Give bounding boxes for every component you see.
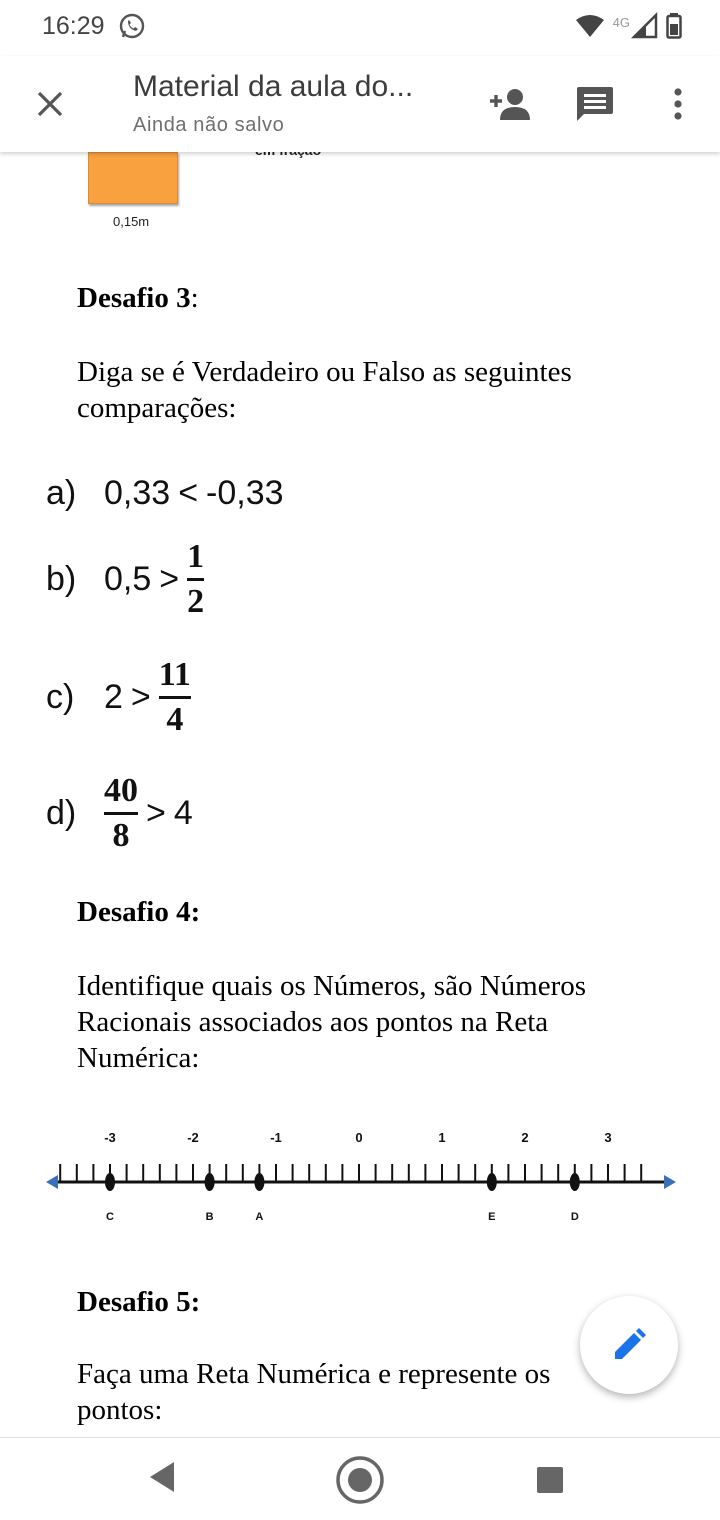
point-label: A: [255, 1211, 264, 1223]
app-bar: [0, 56, 720, 152]
tick-label: 1: [438, 1130, 446, 1145]
home-button[interactable]: [334, 1454, 386, 1511]
right-arrow-icon: [664, 1175, 676, 1189]
fraction-numerator: 1: [187, 538, 205, 575]
tick-label: -2: [187, 1130, 199, 1145]
fraction-bar: [159, 696, 191, 699]
battery-icon: [666, 13, 682, 44]
add-person-icon: [488, 87, 532, 121]
fraction-bar: [104, 812, 138, 815]
desafio-3-colon: :: [190, 282, 199, 314]
network-type: 4G: [612, 15, 630, 30]
fraction-denominator: 4: [166, 701, 184, 738]
desafio-3-text: Diga se é Verdadeiro ou Falso as seguintes comparações:: [77, 356, 572, 424]
comment-button[interactable]: [570, 80, 620, 128]
point-marker: [487, 1173, 497, 1191]
orange-rectangle-figure: [88, 152, 178, 204]
fraction-denominator: 2: [187, 583, 205, 620]
desafio-3-heading: [77, 282, 199, 315]
more-options-button[interactable]: [660, 80, 696, 128]
fraction: [104, 772, 138, 855]
status-bar: [0, 0, 720, 56]
fraction: [159, 656, 191, 739]
point-label: D: [570, 1211, 579, 1223]
comparison-letter: a): [46, 474, 77, 512]
more-vert-icon: [673, 88, 683, 120]
tick-label: -3: [104, 1130, 116, 1145]
point-label: E: [488, 1211, 496, 1223]
fraction: [187, 538, 204, 621]
whatsapp-icon: [118, 12, 146, 45]
comparison-d: [46, 772, 193, 855]
back-button[interactable]: [146, 1460, 178, 1499]
comparison-left: 2: [104, 678, 123, 716]
comparison-c: [46, 656, 191, 739]
fraction-numerator: 40: [104, 772, 138, 809]
signal-icon: [632, 13, 658, 44]
wifi-icon: [575, 14, 605, 43]
point-label: C: [106, 1211, 114, 1223]
fraction-denominator: 8: [112, 817, 130, 854]
figure-dimension-label: 0,15m: [113, 214, 150, 229]
tick-label: -1: [270, 1130, 282, 1145]
comparison-letter: d): [46, 794, 77, 832]
comment-icon: [576, 86, 614, 122]
recents-icon: [536, 1466, 564, 1494]
comparison-left: 0,5: [104, 560, 152, 598]
point-marker: [105, 1173, 115, 1191]
comparison-left: 0,33: [104, 474, 171, 512]
point-label: B: [205, 1211, 214, 1223]
desafio-5-text: Faça uma Reta Numérica e represente os pontos:: [77, 1358, 551, 1426]
home-icon: [334, 1454, 386, 1506]
document-title[interactable]: Material da aula do...: [133, 70, 414, 103]
tick-label: 2: [521, 1130, 529, 1145]
close-icon: [36, 90, 64, 118]
close-button[interactable]: [28, 82, 72, 126]
back-icon: [146, 1460, 178, 1494]
desafio-4-heading: Desafio 4:: [77, 896, 201, 928]
save-status: Ainda não salvo: [133, 114, 285, 136]
number-line-figure: [40, 1112, 684, 1232]
edit-button[interactable]: [580, 1296, 678, 1394]
comparison-right: 4: [173, 794, 193, 832]
tick-label: 0: [355, 1130, 363, 1145]
left-arrow-icon: [46, 1175, 58, 1189]
point-marker: [205, 1173, 215, 1191]
comparison-letter: b): [46, 560, 77, 598]
comparison-right: -0,33: [206, 474, 284, 512]
comparison-operator: >: [130, 678, 151, 716]
comparison-a: [46, 474, 284, 513]
fraction-bar: [187, 578, 204, 581]
point-marker: [570, 1173, 580, 1191]
add-person-button[interactable]: [484, 80, 536, 128]
desafio-4-text: Identifique quais os Números, são Números Racionais associados aos pontos na Reta Numérica:: [77, 970, 587, 1074]
comparison-b: [46, 538, 204, 621]
point-marker: [254, 1173, 264, 1191]
system-nav-bar: [0, 1437, 720, 1520]
desafio-3-title: Desafio 3: [77, 282, 191, 314]
desafio-5-heading: Desafio 5:: [77, 1286, 201, 1318]
comparison-operator: <: [178, 474, 199, 512]
edit-pencil-icon: [612, 1328, 646, 1362]
comparison-letter: c): [46, 678, 75, 716]
comparison-operator: >: [146, 794, 166, 832]
tick-label: 3: [604, 1130, 612, 1145]
comparison-operator: >: [159, 560, 180, 598]
status-time: 16:29: [42, 12, 105, 40]
document-body[interactable]: [0, 152, 720, 1437]
fraction-numerator: 11: [158, 656, 191, 693]
recents-button[interactable]: [536, 1466, 564, 1499]
